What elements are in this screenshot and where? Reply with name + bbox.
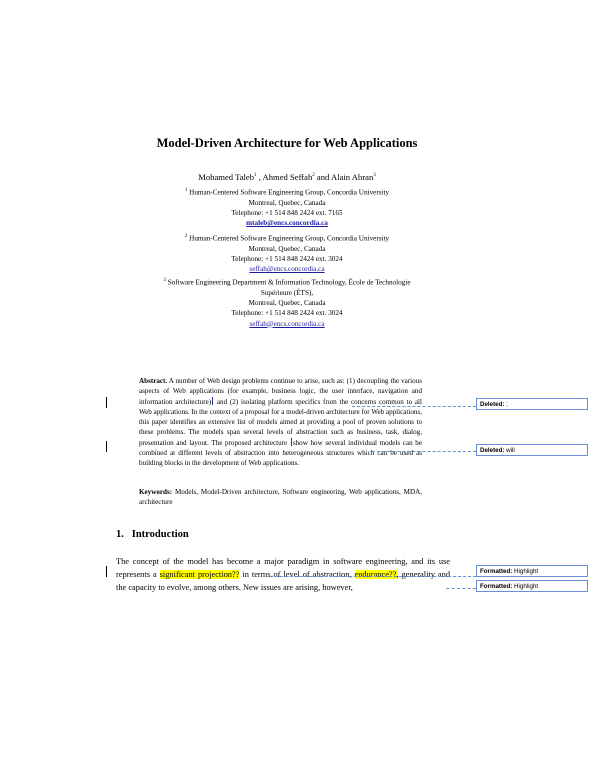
affiliation-org: Software Engineering Department & Information Technology, École de Technologie <box>167 278 411 287</box>
email-link[interactable]: seffah@encs.concordia.ca <box>249 265 325 274</box>
keywords <box>139 487 422 508</box>
affiliation-block <box>0 276 574 329</box>
section-heading <box>116 529 189 540</box>
comment-balloon[interactable] <box>476 580 588 592</box>
affiliation-mark: 3 <box>373 173 376 179</box>
highlighted-text: significant projection?? <box>159 569 240 579</box>
author-name: Alain Abran <box>331 172 374 182</box>
affiliation-phone: Telephone: +1 514 848 2424 ext. 3024 <box>231 254 343 263</box>
affiliation-city: Montreal, Quebec, Canada <box>248 244 326 253</box>
comment-type: Formatted: <box>480 583 513 590</box>
deletion-marker <box>212 397 213 405</box>
affiliation-phone: Telephone: +1 514 848 2424 ext. 3024 <box>231 309 343 318</box>
comment-type: Deleted: <box>480 447 505 454</box>
comment-text: Highlight <box>512 583 539 590</box>
comment-connector <box>446 588 476 589</box>
affiliation-mark: 1 <box>184 188 188 193</box>
affiliation-org-continued: Supérieure (ÉTS), <box>260 288 314 297</box>
comment-type: Deleted: <box>480 401 505 408</box>
comment-balloon[interactable] <box>476 398 588 410</box>
affiliation-mark: 1 <box>254 173 257 179</box>
affiliation-org: Human-Centered Software Engineering Group, Concordia University <box>189 234 390 243</box>
comment-balloon[interactable] <box>476 444 588 456</box>
section-number: 1. <box>116 529 124 540</box>
comment-type: Formatted: <box>480 568 513 575</box>
email-link[interactable]: mtaleb@encs.concordia.ca <box>246 219 328 228</box>
body-text: The concept of the model has become a major paradigm in software engineering, and its use represents a <box>116 557 450 579</box>
abstract <box>139 376 422 469</box>
comment-text: Highlight <box>512 568 539 575</box>
abstract-text: and (2) isolating platform specifics from the concerns common to all Web applications. In the context of a proposal for a model-driven architecture for Web applications, this paper identifies an extensive list of models aimed at providing a pool of proven solutions to these problems. The models span several levels of abstraction such as business, task, dialog, presentation and layout. The proposed architecture <box>139 397 422 447</box>
comment-connector <box>352 406 476 407</box>
keywords-text: Models, Model-Driven architecture, Software engineering, Web applications, MDA, architecture <box>139 488 422 507</box>
affiliation-block <box>0 232 574 275</box>
body-text: in terms of level of abstraction, <box>239 569 355 579</box>
author-separator: and <box>314 172 331 182</box>
author-separator: , <box>256 172 263 182</box>
comment-connector <box>372 451 476 452</box>
affiliation-mark: 2 <box>312 173 315 179</box>
abstract-text: show how several individual models can be combined at different levels of abstraction into heterogeneous structures which can be used as building blocks in the development of Web applications. <box>139 438 422 468</box>
change-bar <box>106 441 107 452</box>
highlighted-text: endurance??, <box>354 569 399 579</box>
comment-connector <box>270 576 476 577</box>
affiliation-mark: 2 <box>184 234 188 239</box>
author-name: Ahmed Seffah <box>262 172 313 182</box>
section-title: Introduction <box>131 529 189 540</box>
affiliation-city: Montreal, Quebec, Canada <box>248 198 326 207</box>
keywords-label: Keywords: <box>139 488 173 496</box>
affiliation-block <box>0 186 574 229</box>
affiliation-city: Montreal, Quebec, Canada <box>248 298 326 307</box>
paper-title: Model-Driven Architecture for Web Applications <box>156 136 418 150</box>
affiliation-phone: Telephone: +1 514 848 2424 ext. 7165 <box>231 208 343 217</box>
change-bar <box>106 397 107 408</box>
body-text: generality and the capacity to evolve, among others. New issues are arising, however, <box>116 569 451 592</box>
comment-balloon[interactable] <box>476 565 588 577</box>
affiliation-org: Human-Centered Software Engineering Group, Concordia University <box>189 188 390 197</box>
change-bar <box>106 566 107 577</box>
abstract-label: Abstract. <box>139 377 168 385</box>
author-line <box>0 172 574 182</box>
affiliation-mark: 3 <box>163 278 166 283</box>
author-name: Mohamed Taleb <box>198 172 255 182</box>
deletion-marker <box>291 438 292 446</box>
email-link[interactable]: seffah@encs.concordia.ca <box>249 319 325 328</box>
comment-text: will <box>504 447 515 454</box>
comment-text: ; <box>504 401 508 408</box>
abstract-text: A number of Web design problems continue to arise, such as: (1) decoupling the various aspects of Web applications (for example, business logic, the user interface, navigation and information architecture) <box>139 377 422 406</box>
